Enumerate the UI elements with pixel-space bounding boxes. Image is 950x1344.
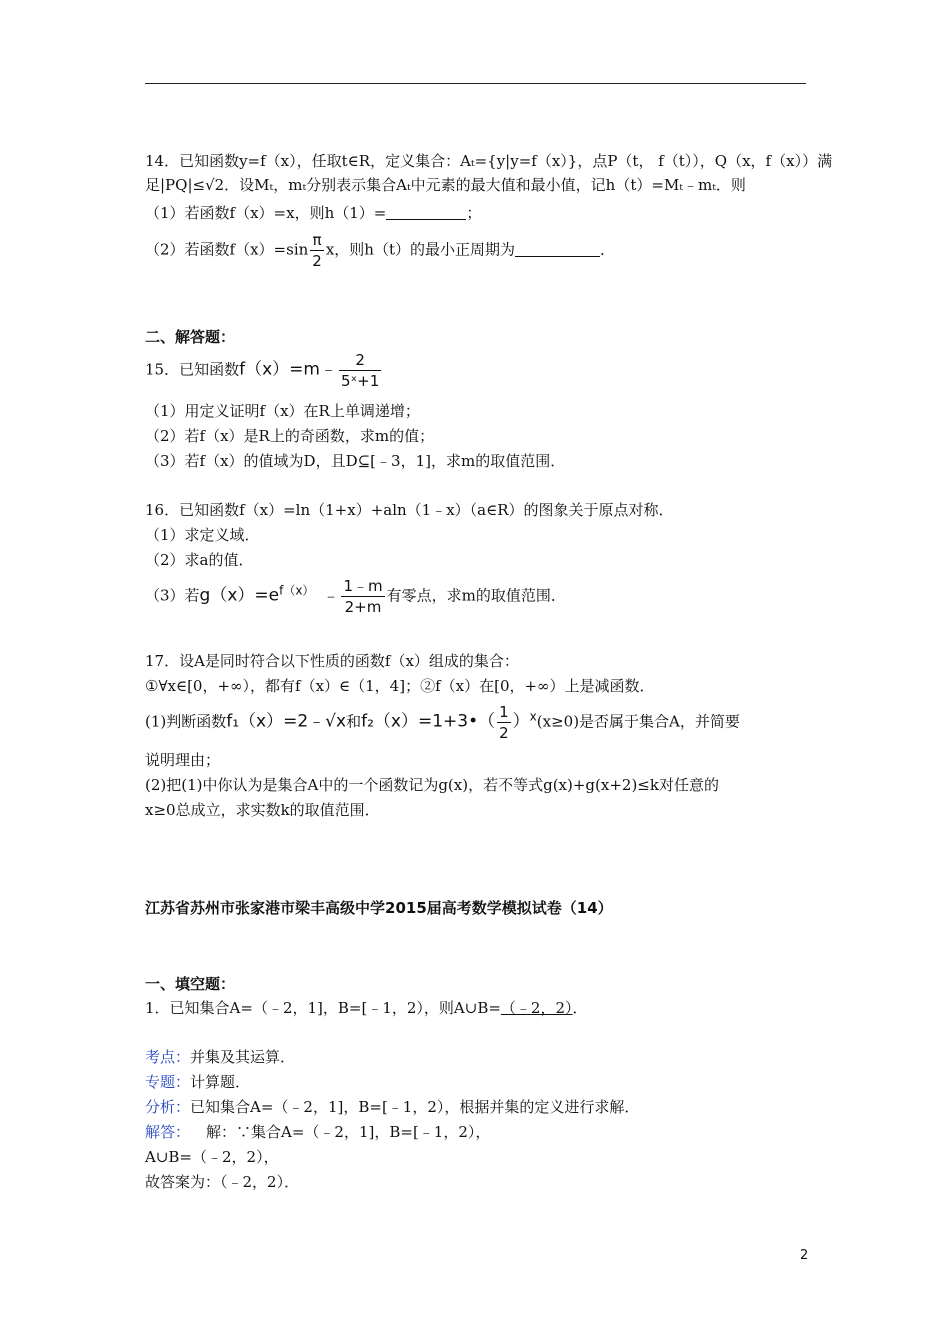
exam-title: 江苏省苏州市张家港市梁丰高级中学2015届高考数学模拟试卷（14）: [145, 899, 613, 917]
q1-fenxi: 分析：已知集合A=（﹣2，1]，B=[﹣1，2），根据并集的定义进行求解．: [145, 1098, 640, 1116]
q1-line6: A∪B=（﹣2，2），: [145, 1148, 279, 1166]
q1-kaodian: 考点：并集及其运算．: [145, 1048, 296, 1066]
q17-line6: x≥0总成立，求实数k的取值范围．: [145, 801, 380, 819]
q16-part3: （3）若$g(x)=e^{f(x)}$ ﹣ $\frac{1﹣m}{2+m}$ 有零点，求m的取值范围．: [145, 577, 566, 616]
answer-blank: [515, 242, 600, 257]
fraction: $\frac{2}{\text{5ˣ+1}}$: [340, 351, 380, 390]
section-heading: 一、填空题：: [145, 975, 236, 993]
q15-part2: （2）若f（x）是R上的奇函数，求m的值；: [145, 427, 435, 445]
q17-part2: (2)把(1)中你认为是集合A中的一个函数记为g(x)，若不等式g(x)+g(x+2)≤k对任意的: [145, 776, 719, 794]
answer-blank: [386, 205, 466, 220]
q14-part1: （1）若函数f（x）=x，则h（1）= ；: [145, 204, 482, 222]
page-number: 2: [800, 1248, 809, 1263]
fraction: $\frac{\pi}{2}$: [312, 231, 322, 270]
q15-part1: （1）用定义证明f（x）在R上单调递增；: [145, 402, 420, 420]
q17-line2: ①∀x∈[0，+∞），都有f（x）∈（1，4]；②f（x）在[0，+∞）上是减函数．: [145, 677, 655, 695]
q1-zhuanti: 专题：计算题．: [145, 1073, 251, 1091]
fraction: $\frac{1}{2}$: [499, 703, 509, 742]
q16-line1: 16．已知函数f（x）=ln（1+x）+aln（1﹣x）（a∈R）的图象关于原点对称．: [145, 501, 674, 519]
answer: （﹣2，2）: [500, 999, 573, 1017]
q14-line2: 足|PQ|≤√2．设Mₜ，mₜ分别表示集合Aₜ中元素的最大值和最小值，记h（t）=Mₜ﹣mₜ．则: [145, 176, 746, 194]
q17-part1: (1)判断函数f₁（x）=2﹣√x和f₂（x）=1+3•（ $\frac{1}{2}$ ）$^x$(x≥0)是否属于集合A，并简要: [145, 703, 740, 742]
q15-line1: 15．已知函数f（x）=m﹣ $\frac{2}{\text{5ˣ+1}}$: [145, 351, 380, 390]
fraction: $\frac{1﹣m}{2+m}$: [343, 577, 383, 616]
q17-line1: 17．设A是同时符合以下性质的函数f（x）组成的集合：: [145, 652, 519, 670]
section-heading: 二、解答题：: [145, 328, 236, 346]
q14-part2: （2）若函数f（x）=sin $\frac{\pi}{2}$ x，则h（t）的最小正周期为 ．: [145, 231, 615, 270]
q14-line1: 14．已知函数y=f（x），任取t∈R，定义集合：Aₜ={y|y=f（x）}，点P（t， f（t）），Q（x，f（x））满: [145, 152, 833, 170]
q1-jieda: 解答： 解：∵集合A=（﹣2，1]，B=[﹣1，2），: [145, 1123, 491, 1141]
q1-line7: 故答案为：（﹣2，2）．: [145, 1173, 300, 1191]
q1-line1: 1．已知集合A=（﹣2，1]，B=[﹣1，2），则A∪B=（﹣2，2）．: [145, 999, 588, 1017]
q17-line4: 说明理由；: [145, 751, 221, 769]
q16-part1: （1）求定义域．: [145, 526, 260, 544]
q15-part3: （3）若f（x）的值域为D，且D⊆[﹣3，1]，求m的取值范围．: [145, 452, 566, 470]
header-rule: [145, 83, 806, 84]
q16-part2: （2）求a的值．: [145, 551, 254, 569]
